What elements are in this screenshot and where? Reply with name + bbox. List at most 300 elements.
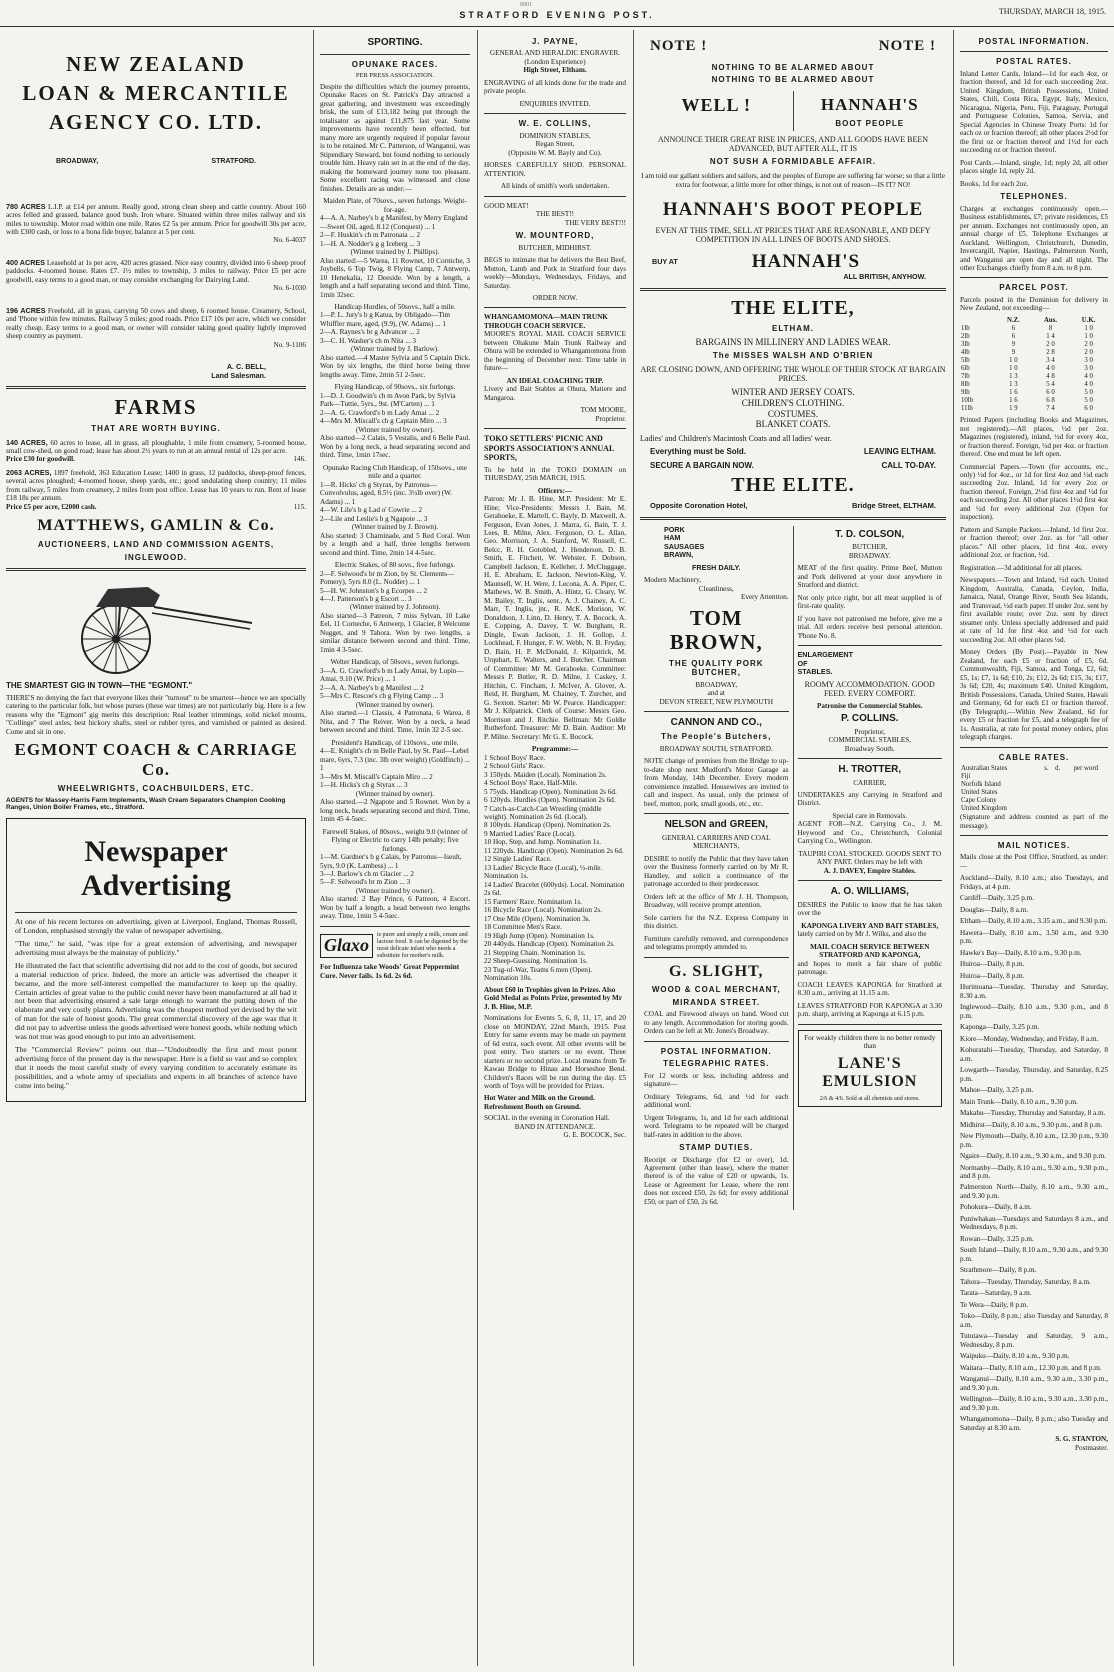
toko-event: 19 High Jump (Open). Nomination 1s. xyxy=(484,931,595,940)
trotter-advert xyxy=(798,764,943,875)
race-title: President's Handicap, of 110sovs., one mile. xyxy=(331,738,459,747)
newsad-paragraph: The "Commercial Review" points out that—"Undoubtedly the first and most potent advertising force of the present day is the newspaper. Here is a field so vast and so complex that it needs the most careful study of every varying condition to accurately estimate its possibilities, and a whole army of specialists and experts in all branches of science have come into being." xyxy=(15,1045,297,1091)
mountford-text: BEGS to intimate that he delivers the Best Beef, Mutton, Lamb and Pork in Stratford four days weekly—Mondays, Wednesdays, Fridays, and Saturday. xyxy=(484,256,626,290)
farms-firm: MATTHEWS, GAMLIN & Co. xyxy=(37,517,275,535)
parcel-cell: 2lb xyxy=(961,332,970,340)
race-placing: 1—M. Gardner's b g Calais, by Patronus—Iseult, 5yrs, 9.0 (K. Lambess) ... 1 xyxy=(320,853,462,870)
parcel-cell: 3 0 xyxy=(1084,356,1093,364)
parcel-cell: 4 0 xyxy=(1046,364,1055,372)
listing-price-row xyxy=(6,503,306,511)
payne-advert xyxy=(484,37,626,108)
mail-entry: Te Wera—Daily, 8 p.m. xyxy=(960,1300,1029,1309)
cannon-advert xyxy=(644,717,789,808)
postal-books: Books, 1d for each 2oz. xyxy=(960,179,1029,188)
toko-event: 4 School Boys' Race, Half-Mile. xyxy=(484,779,578,788)
parcel-col-header: N.Z. xyxy=(1007,316,1020,324)
toko-event: 2 School Girls' Race. xyxy=(484,762,545,771)
coach-heading: WHANGAMOMONA—MAIN TRUNK THROUGH COACH SERVICE. xyxy=(484,313,608,330)
registration: Registration.—3d additional for all places. xyxy=(960,563,1083,572)
race-placing: 2—F. Selwood's br m Zion, by St. Clements—Pomery), 5yrs 8.0 (L. Nodder) ... 1 xyxy=(320,569,455,587)
hannah-name-2: HANNAH'S xyxy=(751,250,861,272)
toko-event: 3 150yds. Maiden (Local). Nomination 2s. xyxy=(484,770,607,779)
elite-opposite: Opposite Coronation Hotel, xyxy=(650,500,748,510)
telephones-heading: TELEPHONES. xyxy=(1000,192,1068,202)
hannah-buy-at: BUY AT xyxy=(652,256,678,266)
race-placing: 2—A. Raynes's br g Advancer ... 2 xyxy=(320,328,420,337)
mail-entry: Midhirst—Daily, 8.10 a.m., 9.30 p.m., and 8 p.m. xyxy=(960,1120,1103,1129)
trotter-special: Special care in Removals. xyxy=(832,811,908,820)
parcel-cell: 4lb xyxy=(961,348,970,356)
parcel-cell: 1 0 xyxy=(1009,356,1018,364)
mail-entry: Huiroa—Daily, 8 p.m. xyxy=(960,960,1025,969)
trotter-name: H. TROTTER, xyxy=(838,764,902,776)
masthead-date: THURSDAY, MARCH 18, 1915. xyxy=(998,7,1106,16)
page-number: 0001 xyxy=(520,2,532,8)
slight-advert xyxy=(644,963,789,1036)
cable-cell: Cape Colony xyxy=(961,797,997,805)
collins-address-2: (Opposite W. M. Bayly and Co). xyxy=(508,148,602,157)
parcel-row xyxy=(960,405,1108,413)
race-placing: 3—A. G. Crawford's b m Lady Amai, by Lupin—Amai, 9.10 (W. Price) ... 1 xyxy=(320,666,464,684)
newsad-title-2: Advertising xyxy=(81,869,231,903)
mail-entry: Waitara—Daily, 8.10 a.m., 12.30 p.m. and 8 p.m. xyxy=(960,1363,1102,1372)
mail-entry: Tahora—Tuesday, Thursday, Saturday, 8 a.m. xyxy=(960,1277,1091,1286)
parcel-cell: 2 8 xyxy=(1046,348,1055,356)
mail-intro: Mails close at the Post Office, Stratford, as under:— xyxy=(960,853,1108,870)
parcel-cell: 1 6 xyxy=(1009,397,1018,405)
glaxo-text: is purer and simply a milk, cream and lactose food. It can be digested by the most delicate infant who needs a substitute for mother's milk. xyxy=(377,931,468,960)
parcel-cell: 1 3 xyxy=(1009,381,1018,389)
elite-town: ELTHAM. xyxy=(772,324,814,334)
race-result: Also started—3 Patreon, 7 miss Sylvan, 10 Lake Eel, 11 Corneche, 6 Antwerp, 1 Glacier, 8 Welcome Nugget, and 9 Tahora. Won by two lengths, a similar distance between second and third. Time, 1min 4 3-5sec. xyxy=(320,611,470,654)
cannon-address: BROADWAY SOUTH, STRATFORD. xyxy=(659,744,773,753)
mail-entry: Mahoe—Daily, 3.25 p.m. xyxy=(960,1086,1034,1095)
parcel-row xyxy=(960,389,1108,397)
hannah-note-2: NOTE ! xyxy=(878,38,936,54)
nz-signature-name: A. C. BELL, xyxy=(226,362,266,372)
farms-advert xyxy=(6,395,306,562)
parcel-cell: 8 xyxy=(1048,324,1053,332)
race-block xyxy=(320,658,470,734)
toko-trophies: About £60 in Trophies given in Prizes. Also Gold Medal as Points Prize, presented by Mr J. B. Hine, M.P. xyxy=(484,985,622,1011)
parcel-cell: 6 8 xyxy=(1046,397,1055,405)
stables-title: Proprietor, xyxy=(854,727,886,736)
mail-entry: South Island—Daily, 8.10 a.m., 9.30 a.m., and 9.30 p.m. xyxy=(960,1246,1108,1263)
hannah-notsush: NOT SUSH A FORMIDABLE AFFAIR. xyxy=(709,156,877,166)
trotter-text: UNDERTAKES any Carrying in Stratford and District. xyxy=(797,790,942,808)
nelson-text-2: Orders left at the office of Mr J. H. Thompson, Broadway, will receive prompt attention. xyxy=(644,892,789,910)
mail-entry: Hawera—Daily, 8.10 a.m., 3.50 a.m., and 9.30 p.m. xyxy=(960,928,1108,946)
race-placing: 2—Lile and Leslie's b g Ngapote ... 3 xyxy=(320,514,428,523)
toko-event: 6 120yds. Hurdles (Open). Nomination 2s 6d. xyxy=(484,796,616,805)
cable-row xyxy=(960,797,1108,805)
cable-cell xyxy=(1041,773,1052,781)
parcel-cell: 5 4 xyxy=(1046,381,1055,389)
race-trainer: (Winner trained by J. Johnson). xyxy=(349,603,441,612)
parcel-col-header: Aus. xyxy=(1044,316,1058,324)
mountford-name: W. MOUNTFORD, xyxy=(515,231,595,241)
mail-entry: Douglas—Daily, 8 a.m. xyxy=(960,905,1029,914)
toko-event: 5 75yds. Handicap (Open). Nomination 2s 6d. xyxy=(484,787,617,796)
colson-text-3: If you have not patronised me before, give me a trial. All orders receive best personal attention. 'Phone No. 8. xyxy=(797,614,942,640)
parcel-cell: 1 3 xyxy=(1009,373,1018,380)
toko-event: 11 220yds. Handicap (Open). Nomination 2s 6d. xyxy=(484,846,624,855)
collins-text: HORSES CAREFULLY SHOD. PERSONAL ATTENTION. xyxy=(484,161,626,178)
parcel-row xyxy=(960,397,1108,405)
column-4 xyxy=(634,30,952,1666)
toko-event: 1 School Boys' Race. xyxy=(484,753,546,762)
brown-item: SAUSAGES xyxy=(664,541,705,551)
hannah-told: I am told our gallant soldiers and sailors, and the peoples of Europe are suffering far worse; so that a little extra for footwear, a little more for other things, is not out of reason—IS IT? NO! xyxy=(641,172,945,189)
cable-cell xyxy=(1052,805,1064,813)
race-block xyxy=(320,303,470,379)
race-result: Also started.—4 Master Sylvia and 5 Captain Dick. Won by six lengths, the third horse being three lengths away. Time, 2min 51 2-5sec. xyxy=(320,353,470,379)
cable-cell: d. xyxy=(1055,764,1061,772)
toko-sports-advert xyxy=(484,434,626,1140)
parcel-cell: 5 0 xyxy=(1084,397,1093,405)
cable-row xyxy=(960,765,1108,773)
brown-clean: Cleanliness, xyxy=(698,584,734,593)
toko-event: 8 100yds. Handicap (Open). Nomination 2s. xyxy=(484,821,612,830)
collins-text-2: All kinds of smith's work undertaken. xyxy=(500,182,610,191)
egmont-headline: THE SMARTEST GIG IN TOWN—THE "EGMONT." xyxy=(6,681,193,691)
race-trainer: (Winner trained by owner). xyxy=(355,886,435,895)
toko-event: 20 440yds. Handicap (Open). Nomination 2s. xyxy=(484,940,615,949)
cable-cell xyxy=(1064,781,1108,789)
mail-entry: Main Trunk—Daily, 8.10 a.m., 9.30 p.m. xyxy=(960,1097,1078,1106)
postal-title: POSTAL INFORMATION. xyxy=(660,1046,772,1056)
brown-name: TOM BROWN, xyxy=(669,605,763,655)
parcel-cell: 9 xyxy=(1011,340,1016,348)
parcel-cell: 1 9 xyxy=(1009,405,1018,413)
race-placing: 3—C. H. Washer's ch m Nita ... 3 xyxy=(320,336,417,345)
postal-ordinary: Ordinary Telegrams, 6d, and ½d for each additional word. xyxy=(644,1092,789,1110)
stables-patronise: Patronise the Commercial Stables. xyxy=(816,701,923,710)
race-result: Also started.—2 Ngapote and 5 Rownet. Won by a long neck, heads separating second and third. Time, 1min 45 4-5sec. xyxy=(320,798,470,824)
elite-title-2: THE ELITE. xyxy=(731,474,855,497)
nelson-text-3: Sole carriers for the N.Z. Express Company in this district. xyxy=(644,913,789,931)
hannah-british: ALL BRITISH, ANYHOW. xyxy=(843,272,926,282)
toko-event: 18 Committee Men's Race. xyxy=(484,923,562,932)
newsad-title-1: Newspaper xyxy=(84,834,228,868)
brown-item: PORK xyxy=(664,524,685,534)
nz-signature-title: Land Salesman. xyxy=(211,370,266,380)
race-title: Flying Handicap, of 90sovs., six furlongs. xyxy=(334,383,456,392)
coach-ideal: AN IDEAL COACHING TRIP. xyxy=(506,376,604,385)
nelson-advert xyxy=(644,819,789,952)
race-placing: 4—E. Knight's ch m Belle Paul, by St. Paul—Lebel mare, 6yrs, 7.3 (inc. 3lb over weight) (Goldfinch) ... 1 xyxy=(320,747,470,773)
newsad-paragraph: "The time," he said, "was ripe for a great extension of advertising, and newspaper advertising must always be the mainstay of publicity." xyxy=(15,938,297,957)
payne-name: J. PAYNE, xyxy=(531,37,579,46)
mail-entry: Auckland—Daily, 8.10 a.m.; also Tuesdays, and Fridays, at 4 p.m. xyxy=(960,874,1108,891)
hannah-note-1: NOTE ! xyxy=(650,38,708,54)
listing-ref: 115. xyxy=(293,502,306,511)
newspaper-advertising-box xyxy=(6,818,306,1102)
column-3 xyxy=(478,30,632,1666)
nelson-trade: GENERAL CARRIERS AND COAL MERCHANTS, xyxy=(661,833,771,851)
listing-head: 196 ACRES xyxy=(6,305,46,315)
race-placing: 5—H. W. Johnston's b g Ecorpes ... 2 xyxy=(320,586,428,595)
printed-papers: Printed Papers (including Books and Magazines, not registered).—All places, ½d per 2oz. Magazines (registered), inland, ½d for every 4oz, or fraction thereof. Foreign, ½d per 4oz. or fraction thereof. One end must be left open. xyxy=(960,416,1108,459)
mail-entry: Lowgarth—Tuesday, Thursday, and Saturday, 8.25 p.m. xyxy=(960,1066,1108,1083)
elite-item: BLANKET COATS. xyxy=(755,419,831,430)
parcel-cell: 6 0 xyxy=(1046,389,1055,397)
parcel-cell: 3 0 xyxy=(1084,364,1093,372)
collins-address-1: Regan Street, xyxy=(535,140,575,149)
cable-row xyxy=(960,805,1108,813)
parcel-cell: 7 4 xyxy=(1046,405,1055,413)
lanes-text: For weakly children there is no better remedy than xyxy=(804,1033,936,1051)
coach-proprietor-title: Proprietor. xyxy=(595,414,626,423)
lanes-advert xyxy=(798,1030,943,1108)
listing-head: 780 ACRES xyxy=(6,201,46,211)
elite-mac: Ladies' and Children's Macintosh Coats and all ladies' wear. xyxy=(640,433,832,443)
egmont-text: THERE'S no denying the fact that everyone likes their "turnout" to be smartest—hence we are specially catering to the particular folk, but whose purses (these war times) are not particularly big. Here is a few reasons why the "Egmont" gig merits this description: Real leather trimmings, solid nickel mounts, "Collinge" steel axles, best hickory shafts, steel or rubber tyres, and varnished or painted as desired. Come and sit in one. xyxy=(6,693,306,736)
mail-entry: Huiroa—Daily, 8 p.m. xyxy=(960,971,1025,980)
mail-entry: Wanganui—Daily, 8.10 a.m., 9.30 a.m., 3.30 p.m., and 9.30 p.m. xyxy=(960,1375,1108,1392)
brown-fresh: FRESH DAILY. xyxy=(692,562,741,572)
cable-row xyxy=(960,789,1108,797)
mail-entry: Kaponga—Daily, 3.25 p.m. xyxy=(960,1023,1040,1032)
cable-cell: Fiji xyxy=(961,772,971,780)
listing-ref: No. 6-1030 xyxy=(273,284,306,293)
toko-secretary: G. E. BOCOCK, Sec. xyxy=(563,1131,626,1140)
mountford-line-3: THE VERY BEST!!! xyxy=(564,218,626,227)
toko-heading: TOKO SETTLERS' PICNIC AND SPORTS ASSOCIATION'S ANNUAL SPORTS, xyxy=(484,434,614,463)
toko-programme-heading: Programme:— xyxy=(531,745,579,754)
race-placing: 1—H. Hicks's ch g Styrax ... 3 xyxy=(320,781,408,790)
stables-address: Broadway South. xyxy=(844,744,895,753)
listing-price: Price £5 per acre, £2000 cash. xyxy=(6,502,97,511)
nz-title-3: AGENCY CO. LTD. xyxy=(49,109,263,134)
toko-event: 10 Hop, Step, and Jump. Nomination 1s. xyxy=(484,838,601,847)
money-orders: Money Orders (By Post).—Payable in New Zealand, for each £5 or fraction of £5, 6d. Commonwealth, Fiji, Samoa, and Tonga, £2, 6d; £5, 1s; £7, 1s 6d; £10, 2s; £12, 2s 6d; £15, 3s; £17, 3s 6d; £20, 4s; maximum £40. United Kingdom, British Possessions, Canada, United States, Hawaii and Germany, 6d for each £1 or fraction thereof. (By Telegraph).—Within New Zealand, 6d for every £5 or fraction for £5, and a telegraph fee of 1s. Australia, at rate for postal money orders, plus telegraph charges. xyxy=(960,648,1108,742)
mountford-trade: BUTCHER, MIDHIRST. xyxy=(518,243,592,252)
brown-address-1: BROADWAY, xyxy=(695,680,738,689)
postal-tele: TELEGRAPHIC RATES. xyxy=(663,1059,770,1069)
parcel-cell: 1 4 xyxy=(1046,332,1055,340)
race-block xyxy=(320,383,470,459)
hannah-alarm-1: NOTHING TO BE ALARMED ABOUT xyxy=(711,62,875,72)
hannah-name: HANNAH'S xyxy=(820,94,919,114)
payne-address: High Street, Eltham. xyxy=(523,66,587,75)
parcel-cell: 4 8 xyxy=(1046,373,1055,380)
parcel-cell: 7lb xyxy=(961,373,970,380)
coach-proprietor-name: TOM MOORE, xyxy=(580,406,626,415)
hannahs-advert xyxy=(640,34,946,282)
listing-ref: 146. xyxy=(293,455,306,464)
elite-call: CALL TO-DAY. xyxy=(881,460,936,470)
slight-street: MIRANDA STREET. xyxy=(672,997,761,1007)
farms-firm-sub: AUCTIONEERS, LAND AND COMMISSION AGENTS, xyxy=(37,540,275,550)
race-placing: 5—Mrs C. Rescoe's ch g Flying Camp ... 3 xyxy=(320,692,444,701)
mail-entry: Wellington—Daily, 8.10 a.m., 9.30 a.m., 3.30 p.m., and 9.30 p.m. xyxy=(960,1395,1108,1412)
mail-entry: New Plymouth—Daily, 8.10 a.m., 12.30 p.m., 9.30 p.m. xyxy=(960,1132,1108,1149)
williams-text: DESIRES the Public to know that he has taken over the xyxy=(797,900,942,918)
brown-machinery: Modern Machinery, xyxy=(644,576,702,585)
mountford-line-2: THE BEST!! xyxy=(535,210,575,219)
toko-event: 14 Ladies' Bracelet (600yds). Local. Nomination 2s 6d. xyxy=(484,880,625,898)
toko-event: 7 Catch-as-Catch-Can Wrestling (middle weight). Nomination 2s 6d. (Local). xyxy=(484,804,602,821)
cable-cell: per word xyxy=(1073,764,1099,772)
elite-bargains: BARGAINS IN MILLINERY AND LADIES WEAR. xyxy=(695,336,891,347)
race-result: Also started: 3 Chaminade, and 5 Red Coral. Won by a length and a half, three lengths between second and third. Time, 2min 14 4-5sec. xyxy=(320,531,470,557)
mail-entry: Tarata—Saturday, 9 a.m. xyxy=(960,1289,1032,1298)
egmont-advert xyxy=(6,577,306,812)
cable-cell: Australian States xyxy=(961,764,1008,772)
payne-trade: GENERAL AND HERALDIC ENGRAVER. xyxy=(489,49,621,58)
nelson-text: DESIRE to notify the Public that they have taken over the Business formerly carried on by Mr R. Handley, and solicit a continuance of the patronage accorded to their predecessor. xyxy=(644,854,789,889)
postal-text: For 12 words or less, including address and signature— xyxy=(644,1071,789,1089)
column-1 xyxy=(0,30,312,1666)
nz-address-right: STRATFORD. xyxy=(211,158,256,166)
parcel-cell: 5 0 xyxy=(1084,389,1093,397)
parcel-row xyxy=(960,381,1108,389)
elite-item: COSTUMES. xyxy=(767,408,819,419)
race-trainer: (Winner trained by J. Brown). xyxy=(351,523,439,532)
listing-head: 2063 ACRES, xyxy=(6,467,52,477)
cable-cell xyxy=(1052,773,1064,781)
toko-event: 17 One Mile (Open). Nomination 3s. xyxy=(484,914,591,923)
mail-entry: Kohuratahi—Tuesday, Thursday, and Saturday, 8 a.m. xyxy=(960,1046,1108,1063)
toko-event: 21 Stepping Chain. Nomination 1s. xyxy=(484,948,586,957)
colson-advert xyxy=(798,529,943,641)
elite-misses: The MISSES WALSH AND O'BRIEN xyxy=(712,351,874,361)
elite-item: WINTER AND JERSEY COATS. xyxy=(731,387,855,398)
commercial-papers: Commercial Papers.—Town (for accounts, etc., only) ½d for 4oz., or 1d for first 4oz and ½d each succeeding 2oz. Inland, 1d for every 2oz or fraction thereof. Foreign, 2½d first 4oz and ½d for each succeeding 2oz. All other places 1½d first 4oz and ½d for every additional 2oz (Open for inspection). xyxy=(960,462,1108,522)
parcel-cell: 11lb xyxy=(961,405,973,413)
colson-text: MEAT of the first quality. Prime Beef, Mutton and Pork delivered at your door anywhere in Stratford and district. xyxy=(797,564,942,590)
trotter-trade: CARRIER, xyxy=(853,779,887,788)
mail-entry: Tututawa—Tuesday and Saturday, 9 a.m., Wednesday, 8 p.m. xyxy=(960,1332,1108,1349)
postmaster-title: Postmaster. xyxy=(1075,1443,1108,1452)
land-listing xyxy=(6,307,306,349)
farm-listing xyxy=(6,469,306,511)
stables-heading-2: OF xyxy=(797,658,808,668)
race-trainer: (Winner trained by owner). xyxy=(355,789,435,798)
lanes-brand: LANE'S EMULSION xyxy=(822,1054,918,1091)
parcel-cell: 8lb xyxy=(961,381,970,389)
parcel-col-header xyxy=(960,317,995,325)
race-trainer: (Winner trained by J. Phillips). xyxy=(350,248,440,257)
parcel-cell: 5lb xyxy=(961,356,970,364)
mail-entry: Pohokura—Daily, 8 a.m. xyxy=(960,1203,1032,1212)
race-placing: 5—F. Selwood's br m Zion ... 3 xyxy=(320,878,411,887)
stables-advert xyxy=(798,651,943,753)
mail-entry: Strathmore—Daily, 8 p.m. xyxy=(960,1266,1037,1275)
cable-table xyxy=(960,765,1108,813)
parcel-cell: 1 0 xyxy=(1009,364,1018,372)
parcel-cell: 6lb xyxy=(961,364,970,372)
coach-advert xyxy=(484,313,626,423)
cable-cell xyxy=(1041,805,1052,813)
elite-leaving: LEAVING ELTHAM. xyxy=(863,447,936,457)
mail-entry: Eltham—Daily, 8.10 a.m., 3.35 a.m., and 9.30 p.m. xyxy=(960,917,1108,926)
payne-text: ENGRAVING of all kinds done for the trade and private people. xyxy=(484,78,626,96)
parcel-cell: 1lb xyxy=(961,324,970,332)
toko-band: BAND IN ATTENDANCE. xyxy=(514,1122,596,1131)
hannah-even: EVEN AT THIS TIME, SELL AT PRICES THAT ARE REASONABLE, AND DEFY COMPETITION IN ALL LINES OF BOOTS AND SHOES. xyxy=(655,225,931,245)
races-intro: Despite the difficulties which the journey presents, Opunake Races on St. Patrick's Day attracted a great gathering, and investment was exceedingly brisk, the sum of £13,182 being put through the totalisator as against £11,875 last year. Some improvements have recently been effected, but many more are urgently required if popular favour is to be retained. Mr C. Patterson, of Wanganui, was Stipendiary Steward, but found nothing to seriously trouble him. Heavy rain set in at the end of the day, making the homeward journey none too pleasant. Some excellent racing was witnessed and close finishes. Details are as under:— xyxy=(320,82,470,193)
race-placing: 4—J. Patterson's b g Escort ... 3 xyxy=(320,594,412,603)
listing-text: 1897 freehold, 363 Education Lease; 1400 in grass, 12 paddocks, sheep-proof fences, several acres ploughed; 4-roomed house, sheep yards, etc.; good undulating sheep country; 11 miles from railway, 5 miles from creamery, 2 miles from post office. Lease has 10 years to run. Rent of lease £18 18s per annum. xyxy=(6,468,306,503)
race-placing: 3—J. Barlow's ch m Glacier ... 2 xyxy=(320,870,414,878)
mountford-line-1: GOOD MEAT! xyxy=(484,201,529,210)
nz-loan-advert xyxy=(6,52,306,380)
parcel-cell: 2 0 xyxy=(1084,348,1093,356)
press-association: PER PRESS ASSOCIATION. xyxy=(355,72,435,80)
nz-address-left: BROADWAY, xyxy=(56,158,99,166)
toko-officers: Patron: Mr J. B. Hine, M.P. President: Mr E. Hine; Vice-Presidents: Messrs J. Bain, M. Gerahoeke, E. Martell, C. Bayly, D. Maxwell, A. Ferguson, Evan Jones, J. Marra, G. Bain, T. J. Lees, R. Milne, Alex. Ferguson, O. L. Allan, Geo. Morrison, J. A. Stanford, W. Russell, C. Belcc, R. H. Gotobled, J. Henderson, D. B. Smith, E. Fitchett, W. Webster, F. Dobson, Campbell Jackson, E. Kelleher, J. McCluggage, H. E. Abraham, E. Jackson, Newton-King, V. Maunsell, W. H. Were, J. Lecona, A. A. Piper, C. Mathews, W. B. Smith, A. Hintz, G. Cleary, W. M. Bailey, T. Inglis, senr., A. J. Chainey, A. C. Marr, T. Inglis, jnr., R. McK. Morison, W. Donaldson, J. Linn, D. Henry, T. A. Bocock, A. E. Copping, A. Davey, T. W. Burgham, R. Dingle, Ewan Jackson, J. H. Gollop, J. Lockhead, F. Hunger, F. W. Webb, N. B. Fryday, D. Bain, H. P. McDonald, J. Kilpatrick, M. Urquhart, E. Walters, and J. Butcher. Chairman of Committee: Mr M. Gerahoeke. Committee: Messrs P. Butler, R. D. Milne, J. Caskey, J. Hitchin, C. Fincham, J. McIver, A. Glover, A. Reid, H. Burgham, M. Chainey, T. Zurcher, and G. Sexton. Starter: Mr W. Pearce. Handicapper: Mr J. Kilpatrick. Clerk of Course: Messrs Geo. Morrison and J. Ritchie. Bellman: Mr Goldie Rutherford. Treasurer: Mr D. Bain. Auditor: Mr P. Milne. Secretary: Mr G. E. Bocock. xyxy=(484,495,626,741)
hannah-alarm-2: NOTHING TO BE ALARMED ABOUT xyxy=(711,75,875,85)
toko-event: 13 Ladies' Bicycle Race (Local), ½-mile. Nomination 1s. xyxy=(484,863,603,881)
elite-closing: ARE CLOSING DOWN, AND OFFERING THE WHOLE OF THEIR STOCK AT BARGAIN PRICES. xyxy=(640,364,946,384)
colson-text-2: Not only price right, but all meat supplied is of first-rate quality. xyxy=(797,593,942,611)
hannah-boot-people: HANNAH'S BOOT PEOPLE xyxy=(662,199,924,221)
mail-entry: Inglewood—Daily, 8.10 a.m., 9.30 p.m., and 8 p.m. xyxy=(960,1003,1108,1020)
race-trainer: (Winner trained by owner). xyxy=(355,700,435,709)
woods-advert: For Influenza take Woods' Great Peppermint Cure. Never fails. 1s 6d. 2s 6d. xyxy=(320,963,460,980)
cable-cell: Norfolk Island xyxy=(961,780,1001,788)
listing-price: Price £30 for goodwill. xyxy=(6,455,75,464)
race-placing: 3—Mrs M. Miscall's Captain Miro ... 2 xyxy=(320,772,433,781)
listing-text: 60 acres to lease, all in grass, all ploughable, 1 mile from creamery, 5-roomed house, small cow-shed, on good road; lease has about 2½ years to run at an annual rental of 12s per acre. xyxy=(6,438,307,455)
cable-cell xyxy=(1052,781,1064,789)
parcel-cell: 1 0 xyxy=(1084,324,1093,332)
glaxo-advert xyxy=(320,932,470,960)
elite-advert xyxy=(640,297,946,511)
toko-event: 22 Sheep-Guessing. Nomination 1s. xyxy=(484,957,588,966)
newsad-paragraph: He illustrated the fact that scientific advertising did not add to the cost of goods, but secured a material reduction of price. Indeed, the more an article was advertised the cheaper it became, and the more self-interest compelled the manufacturer to keep up the quality. Certain articles of great value to the public could never have been manufactured at all had it not been that advertising ensured a sale large enough to warrant the putting down of the elaborate and very costly plants. Advertising was the cheapest method yet devised by the wit of man for the sale of honest goods. The great commercial discovery of the age was that it did not pay to advertise unless the goods advertised were honest goods, while nothing which was not true was good enough to put into an advertisement. xyxy=(15,960,297,1042)
race-title: Electric Stakes, of 80 sovs., five furlongs. xyxy=(334,561,456,570)
postal-rates-heading: POSTAL RATES. xyxy=(996,57,1072,67)
race-trainer: (Winner trained by owner). xyxy=(355,425,435,434)
parcel-row xyxy=(960,325,1108,333)
race-placing: 1—R. Hicks' ch g Styrax, by Patronus—Convolvulus, aged, 8.5½ (inc. 3½lb over) (W. Adams) ... 1 xyxy=(320,480,453,506)
nelson-text-4: Furniture carefully removed, and correspondence and telegrams promptly attended to. xyxy=(644,934,789,952)
trotter-davey: A. J. DAVEY, Empire Stables. xyxy=(823,866,916,875)
stamp-heading: STAMP DUTIES. xyxy=(679,1143,754,1153)
parcel-cell: 1 6 xyxy=(1009,389,1018,397)
williams-advert xyxy=(798,886,943,1019)
toko-hot-water: Hot Water and Milk on the Ground. Refreshment Booth on Ground. xyxy=(484,1094,595,1111)
elite-items xyxy=(640,387,946,429)
newsad-paragraph: At one of his recent lectures on advertising, given at Liverpool, England, Thomas Russell, of London, emphasised strongly the value of newspaper advertising. xyxy=(15,916,297,935)
slight-text: COAL and Firewood always on hand. Wood cut to any length. Accommodation for storing goods. Orders can be left at Mr. Jones's Broadway. xyxy=(644,1010,789,1036)
egmont-firm-sub: WHEELWRIGHTS, COACHBUILDERS, ETC. xyxy=(57,784,255,794)
trotter-agent: AGENT FOR—N.Z. Carrying Co., J. M. Heywood and Co., Christchurch, Colonial Carrying Co., Wellington. xyxy=(797,820,942,846)
mail-list xyxy=(960,874,1108,1432)
mail-entry: Whangamomona—Daily, 8 p.m.; also Tuesday and Saturday at 8.30 a.m. xyxy=(960,1415,1108,1432)
race-placing: 1—D. J. Goodwin's ch m Avon Park, by Sylvia Park—Tuttie, 5yrs., 9st. (M'Carten) ... 1 xyxy=(320,391,456,409)
slight-trade: WOOD & COAL MERCHANT, xyxy=(651,985,781,995)
williams-text-2: lately carried on by Mr J. Wilks, and also the xyxy=(797,930,927,939)
hannah-well: WELL ! xyxy=(681,94,752,115)
lanes-price: 2/6 & 4/6. Sold at all chemists and stores. xyxy=(819,1096,920,1103)
parcel-cell: 4 0 xyxy=(1084,381,1093,389)
mountford-order: ORDER NOW. xyxy=(532,294,578,302)
parcel-cell: 6 xyxy=(1011,324,1016,332)
elite-title: THE ELITE, xyxy=(731,296,855,319)
telephones-text: Charges at exchanges continuously open.—Business establishments, £7; private residences, £5 per annum. Exchanges not continuously open, an annual charge of £5. Telephone Exchanges at Auckland, Wellington, Christchurch, Dunedin, Invercargill, Napier, Hastings, Palmerston North, and Wanganui are open day and all night. The other Exchanges chiefly from 8 a.m. to 8 p.m. xyxy=(960,204,1108,272)
race-title: Opunake Racing Club Handicap, of 150sovs., one mile and a quarter. xyxy=(323,463,467,481)
mail-entry: Palmerston North—Daily, 8.10 a.m., 9.30 a.m., and 9.30 p.m. xyxy=(960,1183,1108,1200)
hannah-announce: ANNOUNCE THEIR GREAT RISE IN PRICES, AND ALL GOODS HAVE BEEN ADVANCED, BUT AFTER ALL, IT IS xyxy=(657,135,929,154)
colson-trade: BUTCHER, xyxy=(852,543,888,552)
coach-text: MOORE'S ROYAL MAIL COACH SERVICE between Ohakune Main Trunk Railway and Ohura will be extended to Whangamomona from the beginning of December next. Time table in future— xyxy=(484,330,626,373)
parcel-row xyxy=(960,357,1108,365)
farms-subtitle: THAT ARE WORTH BUYING. xyxy=(91,424,221,434)
